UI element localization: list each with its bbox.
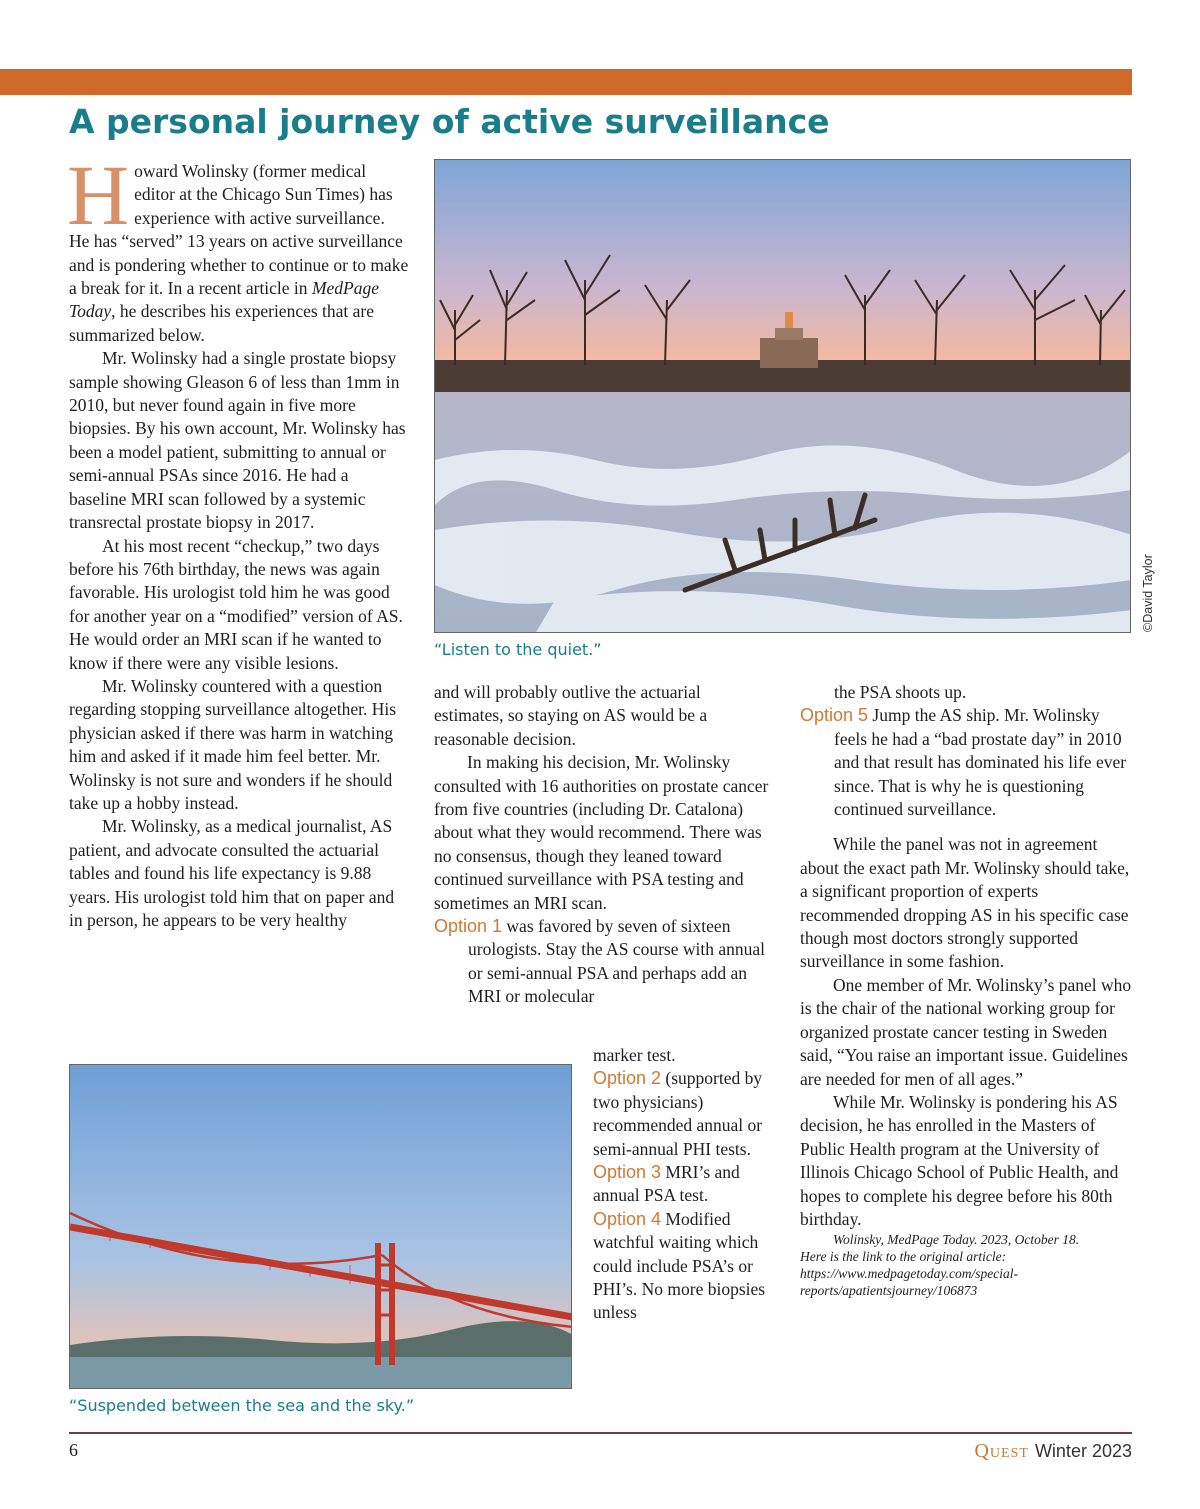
- option-4-label: Option 4: [593, 1208, 662, 1229]
- option-2-label: Option 2: [593, 1068, 662, 1089]
- option-5-label: Option 5: [800, 705, 869, 726]
- paragraph: Mr. Wolinsky countered with a question regarding stopping surveillance altogether. His physician asked if there was harm in watching him and asked if it made him feel better. Mr. Wolinsky is not sure and wonders if he should take up a hobby instead.: [69, 675, 397, 813]
- photo-credit: ©David Taylor: [1141, 554, 1155, 632]
- bridge-illustration: [70, 1065, 572, 1389]
- option-1: Option 1 was favored by seven of sixteen urologists. Stay the AS course with annual or semi-annual PSA and perhaps add an MRI or molecular: [434, 916, 765, 1007]
- paragraph: marker test.: [593, 1045, 676, 1065]
- paragraph: Mr. Wolinsky had a single prostate biopsy sample showing Gleason 6 of less than 1mm in 2010, but never found again in five more biopsies. By his own account, Mr. Wolinsky has been a model patient, submitting to annual or semi-annual PSAs since 2016. He had a baseline MRI scan followed by a systemic transrectal prostate biopsy in 2017.: [69, 348, 406, 533]
- option-5: Option 5 Jump the AS ship. Mr. Wolinsky feels he had a “bad prostate day” in 2010 and that result has dominated his life ever since. That is why he is questioning continued surveillance.: [800, 705, 1127, 820]
- option-3-label: Option 3: [593, 1162, 662, 1183]
- footer-divider: [69, 1432, 1132, 1434]
- reference: Wolinsky, MedPage Today. 2023, October 18. Here is the link to the original article: https://www.medpagetoday.com/special-reports/apatientsjourney/106873: [800, 1232, 1080, 1299]
- lake-photo: [434, 159, 1131, 633]
- article-column-3: [800, 681, 1132, 1299]
- paragraph: While the panel was not in agreement about the exact path Mr. Wolinsky should take, a significant proportion of experts recommended dropping AS in his specific case though most doctors strongly supported surveillance in some fashion.: [800, 834, 1130, 972]
- lake-illustration: [435, 160, 1131, 633]
- bridge-photo: [69, 1064, 572, 1389]
- page-number: 6: [69, 1440, 78, 1460]
- paragraph: One member of Mr. Wolinsky’s panel who is the chair of the national working group for organized prostate cancer testing in Sweden said, “You raise an important issue. Guidelines are needed for men of all ages.”: [800, 974, 1132, 1089]
- paragraph: and will probably outlive the actuarial estimates, so staying on AS would be a reasonable decision.: [434, 682, 708, 749]
- article-column-1: [67, 147, 409, 932]
- magazine-name: Quest: [974, 1440, 1029, 1462]
- issue-date: Winter 2023: [1034, 1441, 1132, 1461]
- option-2: Option 2 (supported by two physicians) recommended annual or semi-annual PHI tests.: [593, 1068, 763, 1159]
- option-3: Option 3 MRI’s and annual PSA test.: [593, 1162, 740, 1206]
- option-1-label: Option 1: [434, 916, 503, 937]
- option-4: Option 4 Modified watchful waiting which could include PSA’s or PHI’s. No more biopsies unless: [593, 1208, 766, 1323]
- article-column-2-narrow: [593, 1044, 773, 1325]
- paragraph: the PSA shoots up.: [834, 682, 967, 702]
- footer-magazine-info: [974, 1440, 1132, 1463]
- article-column-2: [434, 681, 774, 1009]
- bridge-photo-caption: “Suspended between the sea and the sky.”: [69, 1396, 415, 1415]
- lake-photo-caption: “Listen to the quiet.”: [434, 640, 602, 659]
- paragraph: At his most recent “checkup,” two days before his 76th birthday, the news was again favorable. His urologist told him he was good for another year on a “modified” version of AS. He would order an MRI scan if he wanted to know if there were any visible lesions.: [69, 535, 403, 673]
- drop-cap: H: [67, 147, 130, 243]
- article-title: A personal journey of active surveillance: [69, 102, 830, 141]
- paragraph: While Mr. Wolinsky is pondering his AS decision, he has enrolled in the Masters of Public Health program at the University of Illinois Chicago School of Public Health, and hopes to complete his degree before his 80th birthday.: [800, 1091, 1119, 1229]
- header-color-bar: [0, 69, 1132, 95]
- paragraph: Mr. Wolinsky, as a medical journalist, AS patient, and advocate consulted the actuarial tables and found his life expectancy is 9.88 years. His urologist told him that on paper and in person, he appears to be very healthy: [69, 816, 395, 930]
- paragraph: In making his decision, Mr. Wolinsky consulted with 16 authorities on prostate cancer from five countries (including Dr. Catalona) about what they would recommend. There was no consensus, though they leaned toward continued surveillance with PSA testing and sometimes an MRI scan.: [434, 752, 769, 913]
- intro-paragraph: Howard Wolinsky (former medical editor at the Chicago Sun Times) has experience with active surveillance. He has “served” 13 years on active surveillance and is pondering whether to continue or to make a break for it. In a recent article in MedPage Today, he describes his experiences that are summarized below.: [67, 147, 409, 345]
- publication-name: MedPage Today: [69, 278, 379, 322]
